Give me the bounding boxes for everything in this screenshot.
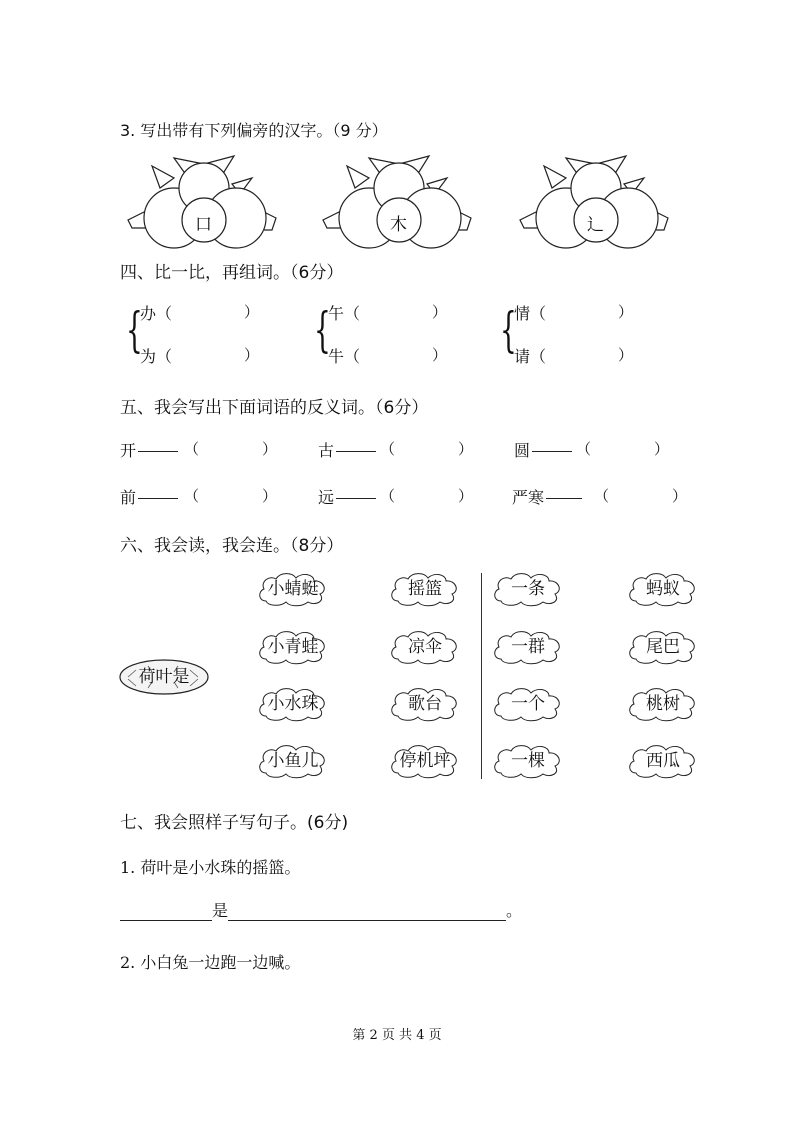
close-paren: ） <box>458 487 474 505</box>
open-paren: （ <box>184 440 200 458</box>
word-label: 歌台 <box>408 694 442 714</box>
word-label: 停机坪 <box>399 751 451 771</box>
word-label: 一群 <box>511 637 545 657</box>
close-paren: ） <box>654 440 670 458</box>
antonym-word: 开 <box>120 441 137 460</box>
antonym-word: 圆 <box>514 441 531 460</box>
radical-chuo: 辶 <box>587 215 604 235</box>
section5-title: 五、我会写出下面词语的反义词。（6分） <box>120 398 429 418</box>
open-paren: （ <box>594 487 610 505</box>
example-1: 1. 荷叶是小水珠的摇篮。 <box>120 858 301 877</box>
close-paren: ） <box>618 346 634 364</box>
word-label: 一条 <box>511 579 545 599</box>
word-label: 凉伞 <box>408 637 442 657</box>
word-cloud <box>491 686 565 722</box>
lotus-leaf <box>118 658 210 696</box>
brace: { <box>314 302 331 358</box>
word-cloud <box>491 743 565 779</box>
close-paren: ） <box>432 303 448 321</box>
divider-line <box>481 573 482 779</box>
word-label: 西瓜 <box>646 751 680 771</box>
open-paren: （ <box>576 440 592 458</box>
word-cloud <box>626 686 700 722</box>
antonym-item <box>120 485 178 508</box>
radical-cluster-2 <box>319 150 479 250</box>
antonym-item <box>514 438 572 461</box>
close-paren: ） <box>618 303 634 321</box>
close-paren: ） <box>458 440 474 458</box>
word-label: 小青蛙 <box>267 637 319 657</box>
open-paren: （ <box>380 440 396 458</box>
word-cloud <box>256 743 330 779</box>
close-paren: ） <box>432 346 448 364</box>
word-cloud <box>388 743 462 779</box>
antonym-item <box>120 438 178 461</box>
word-label: 蚂蚁 <box>646 579 680 599</box>
period: 。 <box>506 901 523 920</box>
antonym-word: 严寒 <box>512 488 545 507</box>
dash <box>336 451 376 452</box>
close-paren: ） <box>244 303 260 321</box>
word-cloud <box>256 571 330 607</box>
dash <box>532 451 572 452</box>
dash <box>138 498 178 499</box>
antonym-word: 前 <box>120 488 137 507</box>
word-label: 小水珠 <box>267 694 319 714</box>
word-cloud <box>256 686 330 722</box>
word-cloud <box>388 629 462 665</box>
section4-title: 四、比一比，再组词。（6分） <box>120 263 344 283</box>
close-paren: ） <box>244 346 260 364</box>
close-paren: ） <box>262 487 278 505</box>
radical-cluster-1 <box>124 150 284 250</box>
example-2: 2. 小白兔一边跑一边喊。 <box>120 953 301 972</box>
word-label: 桃树 <box>646 694 680 714</box>
open-paren: （ <box>380 487 396 505</box>
page-footer: 第 2 页 共 4 页 <box>352 1028 442 1043</box>
flower-cluster-icon <box>516 150 676 250</box>
antonym-item <box>318 438 376 461</box>
word-cloud <box>491 629 565 665</box>
word-label: 摇篮 <box>408 579 442 599</box>
antonym-item <box>512 485 582 508</box>
brace: { <box>500 302 517 358</box>
radical-kou: 口 <box>195 215 212 235</box>
word-cloud <box>256 629 330 665</box>
pair-2-bottom: 牛（ <box>328 347 361 366</box>
flower-cluster-icon <box>124 150 284 250</box>
dash <box>138 451 178 452</box>
blank-subject[interactable] <box>120 902 212 921</box>
dash <box>546 498 582 499</box>
word-cloud <box>491 571 565 607</box>
is-word: 是 <box>212 901 229 920</box>
word-label: 小鱼儿 <box>267 751 319 771</box>
word-cloud <box>388 686 462 722</box>
word-cloud <box>626 629 700 665</box>
antonym-word: 古 <box>318 441 335 460</box>
open-paren: （ <box>184 487 200 505</box>
section3-title: 3. 写出带有下列偏旁的汉字。（9 分） <box>120 121 388 140</box>
word-label: 一棵 <box>511 751 545 771</box>
word-cloud <box>388 571 462 607</box>
blank-predicate[interactable] <box>228 902 506 921</box>
radical-cluster-3 <box>516 150 676 250</box>
pair-3-top: 情（ <box>514 304 547 323</box>
section7-title: 七、我会照样子写句子。(6分) <box>120 813 349 833</box>
radical-mu: 木 <box>390 215 407 235</box>
word-label: 尾巴 <box>646 637 680 657</box>
word-label: 一个 <box>511 694 545 714</box>
antonym-item <box>318 485 376 508</box>
pair-2-top: 午（ <box>328 304 361 323</box>
close-paren: ） <box>262 440 278 458</box>
leaf-label: 荷叶是 <box>138 667 190 687</box>
dash <box>336 498 376 499</box>
word-cloud <box>626 571 700 607</box>
pair-1-top: 办（ <box>140 304 173 323</box>
word-label: 小蜻蜓 <box>267 579 319 599</box>
answer-line <box>120 898 522 921</box>
antonym-word: 远 <box>318 488 335 507</box>
word-cloud <box>626 743 700 779</box>
close-paren: ） <box>672 487 688 505</box>
pair-1-bottom: 为（ <box>140 347 173 366</box>
brace: { <box>126 302 143 358</box>
pair-3-bottom: 请（ <box>514 347 547 366</box>
flower-cluster-icon <box>319 150 479 250</box>
section6-title: 六、我会读，我会连。（8分） <box>120 536 344 556</box>
